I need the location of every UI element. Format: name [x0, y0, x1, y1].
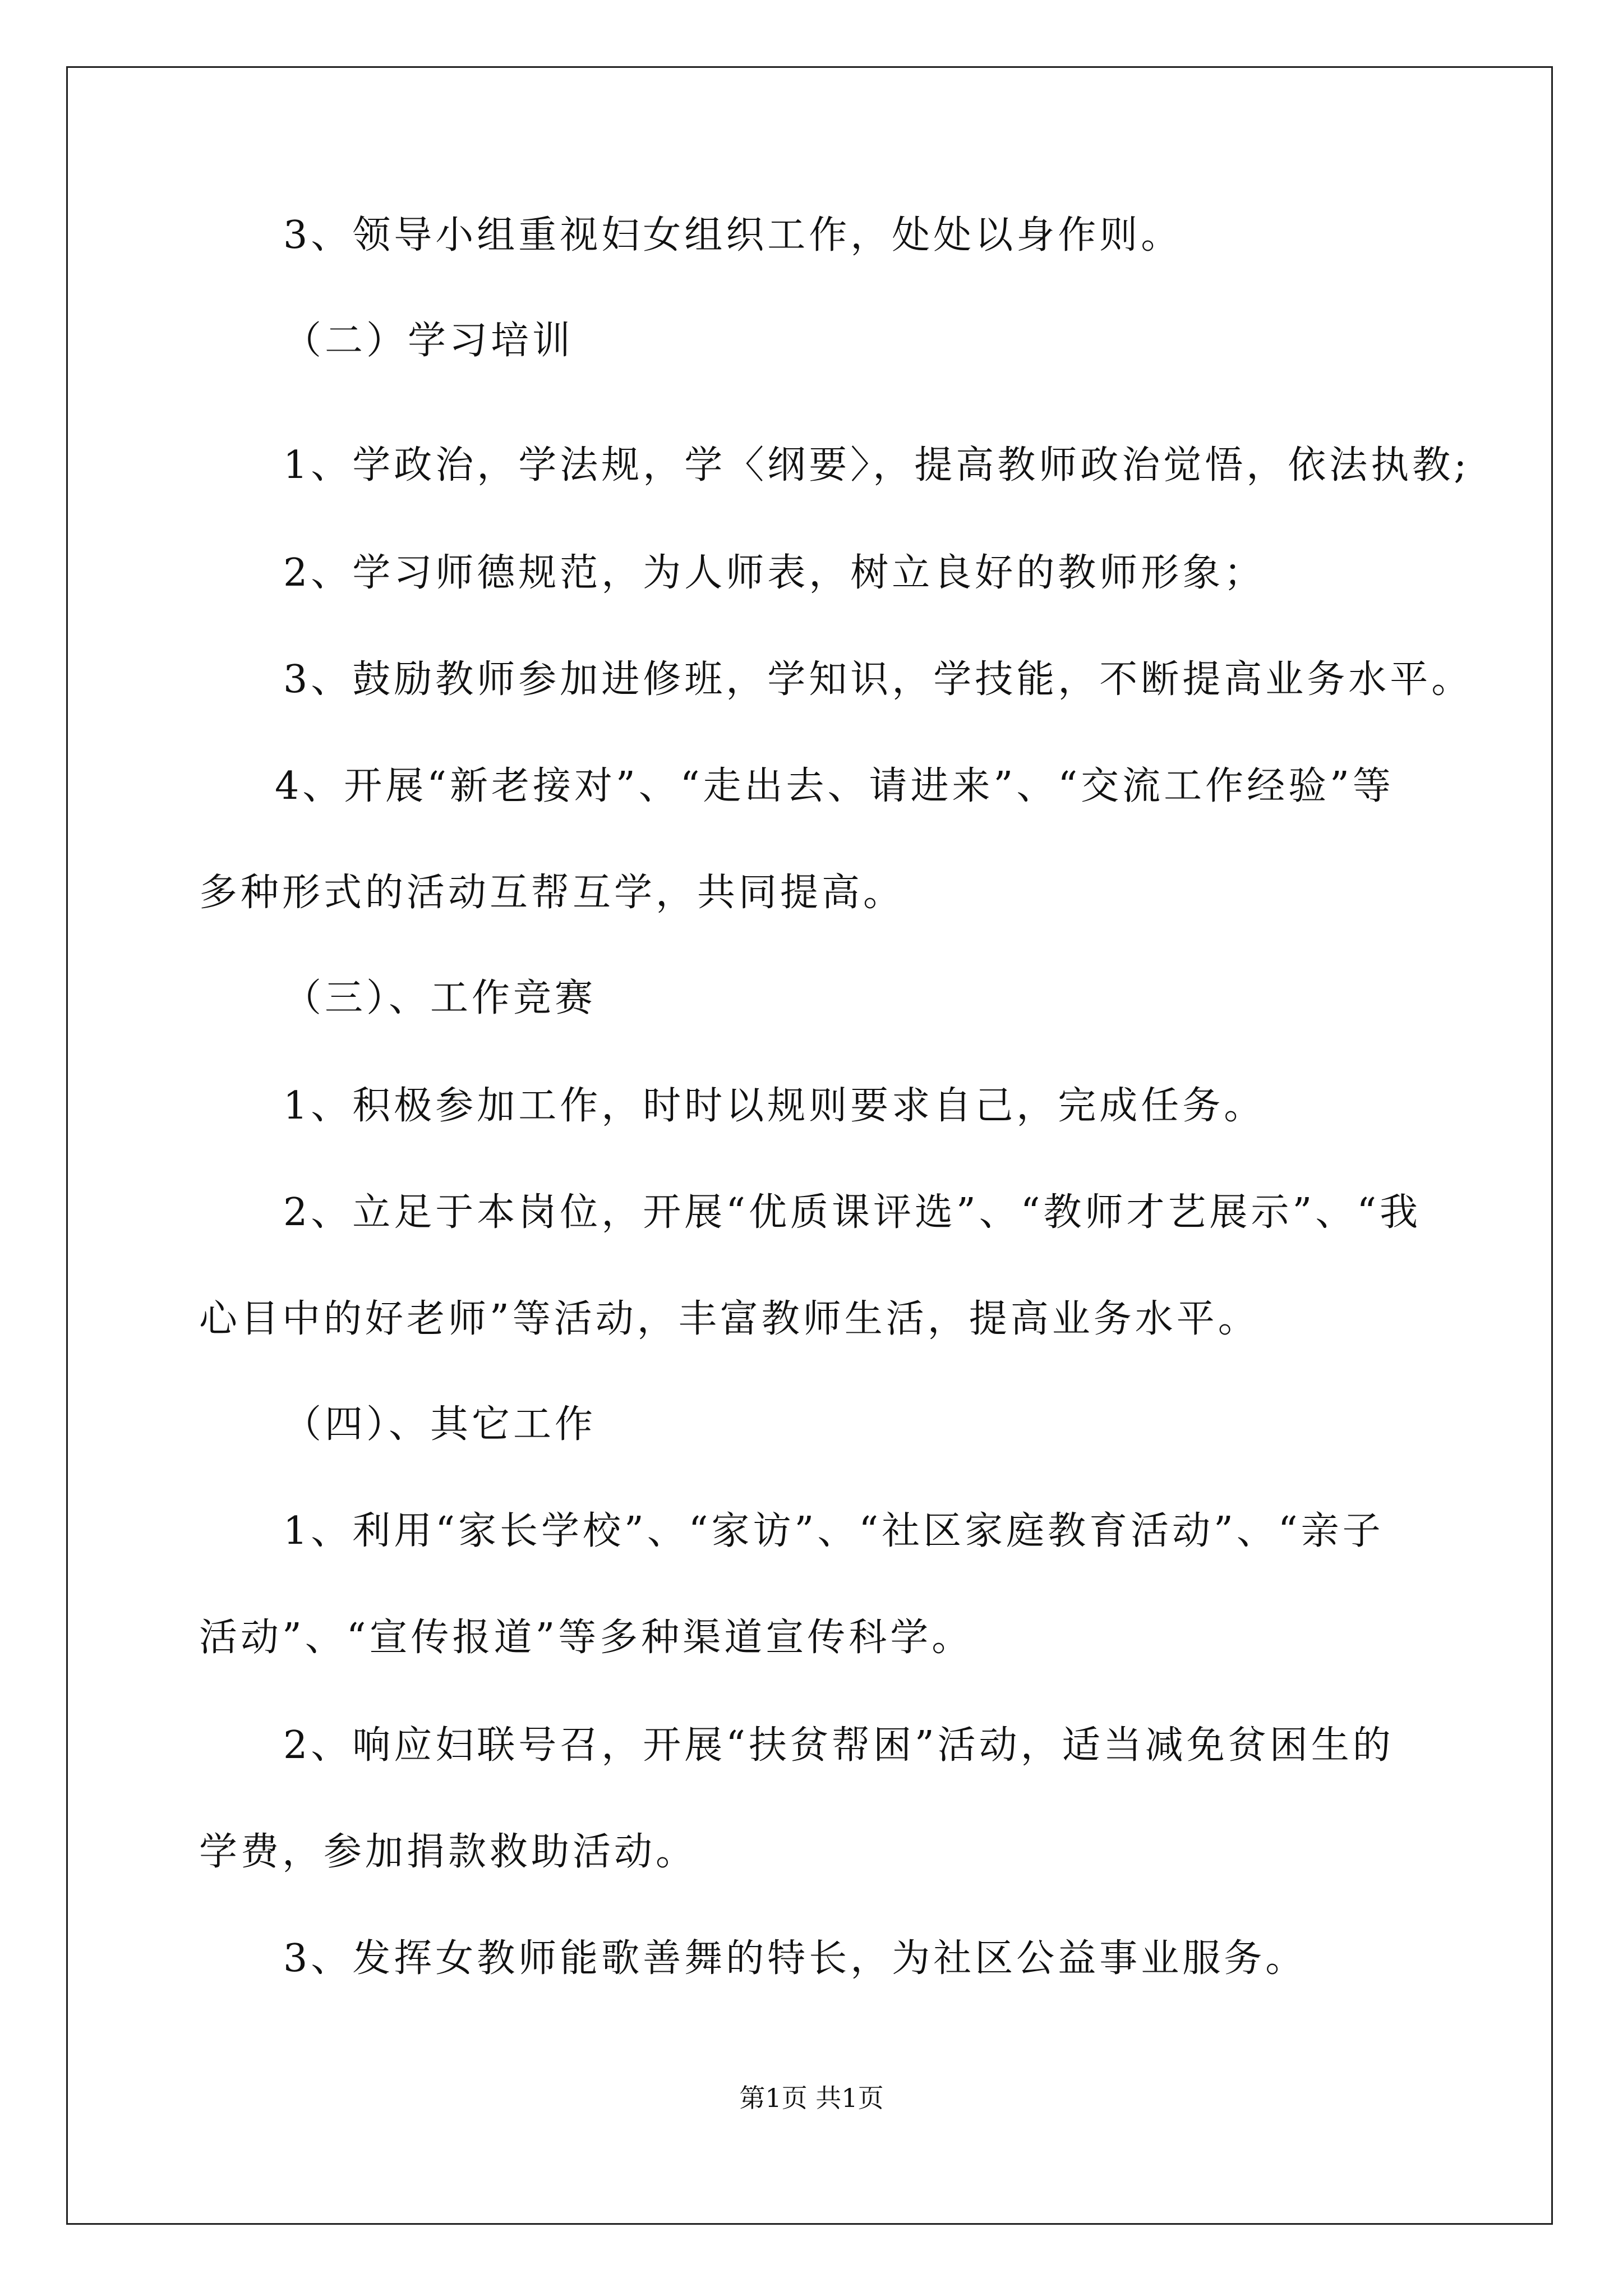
text-line: 活动”、“宣传报道”等多种渠道宣传科学。 [199, 1616, 974, 1660]
text-line: 1、学政治，学法规，学〈纲要〉，提高教师政治觉悟，依法执教; [283, 443, 1470, 487]
text-line: 3、发挥女教师能歌善舞的特长，为社区公益事业服务。 [283, 1936, 1307, 1981]
text-line: 学费，参加捐款救助活动。 [199, 1830, 698, 1874]
text-line: 2、学习师德规范，为人师表，树立良好的教师形象； [283, 551, 1266, 595]
text-line: 3、鼓励教师参加进修班，学知识，学技能，不断提高业务水平。 [283, 657, 1473, 702]
section-heading: （四）、其它工作 [283, 1402, 597, 1447]
text-line: 3、领导小组重视妇女组织工作，处处以身作则。 [283, 213, 1183, 257]
section-heading: （二）学习培训 [283, 319, 574, 363]
text-line: 1、积极参加工作，时时以规则要求自己，完成任务。 [283, 1084, 1266, 1128]
text-line: 1、利用“家长学校”、“家访”、“社区家庭教育活动”、“亲子 [283, 1509, 1384, 1553]
text-line: 4、开展“新老接对”、“走出去、请进来”、“交流工作经验”等 [275, 764, 1394, 808]
page-number: 第1页 共1页 [739, 2083, 884, 2113]
text-line: 2、响应妇联号召，开展“扶贫帮困”活动，适当减免贫困生的 [283, 1723, 1394, 1768]
text-line: 2、立足于本岗位，开展“优质课评选”、“教师才艺展示”、“我 [283, 1190, 1422, 1235]
section-heading: （三）、工作竞赛 [283, 976, 597, 1020]
text-line: 心目中的好老师”等活动，丰富教师生活，提高业务水平。 [199, 1297, 1260, 1341]
text-line: 多种形式的活动互帮互学，共同提高。 [199, 871, 905, 915]
